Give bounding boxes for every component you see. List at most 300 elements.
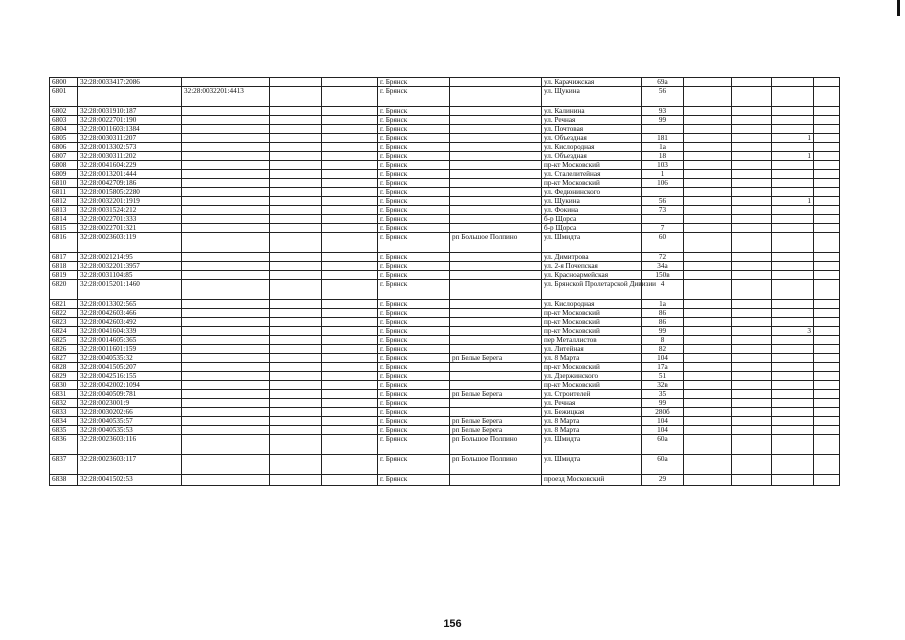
house-cell: 1а <box>642 300 684 309</box>
extra-cell <box>772 224 814 233</box>
extra-cell <box>772 161 814 170</box>
city-cell: г. Брянск <box>378 107 450 116</box>
empty-cell <box>684 300 732 309</box>
street-cell: ул. Красноармейская <box>542 271 642 280</box>
empty-cell <box>684 390 732 399</box>
city-cell: г. Брянск <box>378 300 450 309</box>
cadastral-number: 32:28:0040535:57 <box>78 417 182 426</box>
empty-cell <box>684 354 732 363</box>
locality-cell <box>450 336 542 345</box>
locality-cell <box>450 116 542 125</box>
extra-cell: 1 <box>772 152 814 161</box>
cadastral-number-alt <box>182 455 270 475</box>
empty-cell <box>684 345 732 354</box>
street-cell: ул. Литейная <box>542 345 642 354</box>
house-cell: 51 <box>642 372 684 381</box>
locality-cell <box>450 327 542 336</box>
empty-cell <box>270 280 322 300</box>
table-row <box>50 78 840 87</box>
row-number: 6833 <box>50 408 78 417</box>
empty-cell <box>814 336 840 345</box>
empty-cell <box>270 417 322 426</box>
empty-cell <box>270 345 322 354</box>
row-number: 6808 <box>50 161 78 170</box>
empty-cell <box>684 435 732 455</box>
extra-cell <box>772 87 814 107</box>
street-cell: ул. Почтовая <box>542 125 642 134</box>
row-number: 6823 <box>50 318 78 327</box>
empty-cell <box>270 354 322 363</box>
empty-cell <box>814 318 840 327</box>
empty-cell <box>732 399 772 408</box>
empty-cell <box>814 399 840 408</box>
extra-cell <box>772 336 814 345</box>
empty-cell <box>270 408 322 417</box>
city-cell: г. Брянск <box>378 143 450 152</box>
house-cell: 86 <box>642 318 684 327</box>
empty-cell <box>684 271 732 280</box>
empty-cell <box>270 161 322 170</box>
street-cell: ул. Брянской Пролетарской Дивизии <box>542 280 642 300</box>
cadastral-number: 32:28:0042516:155 <box>78 372 182 381</box>
house-cell: 1 <box>642 170 684 179</box>
row-number: 6825 <box>50 336 78 345</box>
city-cell: г. Брянск <box>378 87 450 107</box>
table-row <box>50 206 840 215</box>
extra-cell <box>772 363 814 372</box>
table-row <box>50 224 840 233</box>
empty-cell <box>814 435 840 455</box>
empty-cell <box>814 161 840 170</box>
city-cell: г. Брянск <box>378 408 450 417</box>
city-cell: г. Брянск <box>378 271 450 280</box>
locality-cell <box>450 188 542 197</box>
empty-cell <box>270 399 322 408</box>
row-number: 6816 <box>50 233 78 253</box>
cadastral-number: 32:28:0042603:492 <box>78 318 182 327</box>
empty-cell <box>814 170 840 179</box>
table-body <box>50 78 840 486</box>
empty-cell <box>322 215 378 224</box>
locality-cell: рп Большое Полпино <box>450 435 542 455</box>
empty-cell <box>322 152 378 161</box>
table-row <box>50 143 840 152</box>
house-cell: 106 <box>642 179 684 188</box>
cadastral-number: 32:28:0042709:186 <box>78 179 182 188</box>
extra-cell <box>772 125 814 134</box>
empty-cell <box>270 455 322 475</box>
empty-cell <box>322 116 378 125</box>
empty-cell <box>732 280 772 300</box>
empty-cell <box>732 161 772 170</box>
empty-cell <box>684 455 732 475</box>
empty-cell <box>732 318 772 327</box>
extra-cell <box>772 345 814 354</box>
locality-cell <box>450 300 542 309</box>
locality-cell <box>450 408 542 417</box>
empty-cell <box>814 475 840 486</box>
cadastral-number: 32:28:0022701:190 <box>78 116 182 125</box>
empty-cell <box>684 170 732 179</box>
street-cell: ул. Шмидта <box>542 435 642 455</box>
empty-cell <box>732 455 772 475</box>
empty-cell <box>322 206 378 215</box>
empty-cell <box>732 417 772 426</box>
street-cell: пер Металлистов <box>542 336 642 345</box>
city-cell: г. Брянск <box>378 224 450 233</box>
table-row <box>50 280 840 300</box>
empty-cell <box>814 309 840 318</box>
cadastral-number: 32:28:0041604:339 <box>78 327 182 336</box>
empty-cell <box>732 224 772 233</box>
empty-cell <box>814 253 840 262</box>
empty-cell <box>684 134 732 143</box>
city-cell: г. Брянск <box>378 381 450 390</box>
extra-cell <box>772 233 814 253</box>
extra-cell: 1 <box>772 197 814 206</box>
empty-cell <box>814 381 840 390</box>
extra-cell <box>772 215 814 224</box>
street-cell: ул. Димитрова <box>542 253 642 262</box>
empty-cell <box>270 381 322 390</box>
row-number: 6818 <box>50 262 78 271</box>
cadastral-number-alt <box>182 426 270 435</box>
city-cell: г. Брянск <box>378 161 450 170</box>
extra-cell <box>772 381 814 390</box>
empty-cell <box>270 426 322 435</box>
cadastral-number: 32:28:0011603:1384 <box>78 125 182 134</box>
cadastral-number: 32:28:0033417:2086 <box>78 78 182 87</box>
street-cell: ул. Речная <box>542 116 642 125</box>
house-cell: 35 <box>642 390 684 399</box>
city-cell: г. Брянск <box>378 309 450 318</box>
cadastral-number: 32:28:0015805:2280 <box>78 188 182 197</box>
street-cell: ул. Речная <box>542 399 642 408</box>
street-cell: пр-кт Московский <box>542 179 642 188</box>
street-cell: ул. Дзержинского <box>542 372 642 381</box>
extra-cell <box>772 372 814 381</box>
empty-cell <box>322 134 378 143</box>
empty-cell <box>684 116 732 125</box>
empty-cell <box>814 107 840 116</box>
city-cell: г. Брянск <box>378 262 450 271</box>
empty-cell <box>814 116 840 125</box>
table-row <box>50 262 840 271</box>
empty-cell <box>270 435 322 455</box>
empty-cell <box>322 271 378 280</box>
empty-cell <box>684 161 732 170</box>
street-cell: ул. Шмидта <box>542 455 642 475</box>
empty-cell <box>814 327 840 336</box>
table-row <box>50 300 840 309</box>
house-cell <box>642 188 684 197</box>
row-number: 6821 <box>50 300 78 309</box>
locality-cell <box>450 475 542 486</box>
cadastral-number-alt <box>182 318 270 327</box>
locality-cell <box>450 280 542 300</box>
empty-cell <box>732 426 772 435</box>
street-cell: ул. Сталелитейная <box>542 170 642 179</box>
cadastral-number-alt <box>182 336 270 345</box>
house-cell <box>642 215 684 224</box>
street-cell: ул. 8 Марта <box>542 426 642 435</box>
empty-cell <box>322 336 378 345</box>
row-number: 6837 <box>50 455 78 475</box>
cadastral-number: 32:28:0032201:3957 <box>78 262 182 271</box>
house-cell: 82 <box>642 345 684 354</box>
extra-cell <box>772 300 814 309</box>
cadastral-number-alt <box>182 233 270 253</box>
cadastral-number: 32:28:0015201:1460 <box>78 280 182 300</box>
table-row <box>50 372 840 381</box>
extra-cell <box>772 309 814 318</box>
table-row <box>50 152 840 161</box>
street-cell: пр-кт Московский <box>542 161 642 170</box>
cadastral-number-alt <box>182 372 270 381</box>
empty-cell <box>732 363 772 372</box>
city-cell: г. Брянск <box>378 152 450 161</box>
locality-cell <box>450 215 542 224</box>
row-number: 6819 <box>50 271 78 280</box>
row-number: 6807 <box>50 152 78 161</box>
empty-cell <box>270 116 322 125</box>
empty-cell <box>684 206 732 215</box>
cadastral-number: 32:28:0031910:187 <box>78 107 182 116</box>
house-cell: 104 <box>642 354 684 363</box>
locality-cell <box>450 318 542 327</box>
street-cell: ул. Федюнинского <box>542 188 642 197</box>
extra-cell <box>772 426 814 435</box>
house-cell: 60а <box>642 455 684 475</box>
table-row <box>50 336 840 345</box>
empty-cell <box>814 417 840 426</box>
cadastral-number-alt <box>182 134 270 143</box>
row-number: 6817 <box>50 253 78 262</box>
cadastral-number-alt <box>182 125 270 134</box>
city-cell: г. Брянск <box>378 215 450 224</box>
empty-cell <box>814 134 840 143</box>
empty-cell <box>732 372 772 381</box>
house-cell: 150в <box>642 271 684 280</box>
empty-cell <box>814 390 840 399</box>
table-row <box>50 399 840 408</box>
empty-cell <box>732 179 772 188</box>
street-cell: ул. Кислородная <box>542 143 642 152</box>
street-cell: проезд Московский <box>542 475 642 486</box>
empty-cell <box>684 426 732 435</box>
row-number: 6826 <box>50 345 78 354</box>
empty-cell <box>684 125 732 134</box>
house-cell: 60 <box>642 233 684 253</box>
empty-cell <box>270 233 322 253</box>
empty-cell <box>732 271 772 280</box>
empty-cell <box>732 336 772 345</box>
empty-cell <box>732 107 772 116</box>
extra-cell <box>772 170 814 179</box>
street-cell: ул. Шмидта <box>542 233 642 253</box>
city-cell: г. Брянск <box>378 363 450 372</box>
empty-cell <box>322 107 378 116</box>
table-row <box>50 426 840 435</box>
table-row <box>50 161 840 170</box>
empty-cell <box>814 215 840 224</box>
cadastral-number-alt <box>182 170 270 179</box>
empty-cell <box>814 408 840 417</box>
empty-cell <box>732 78 772 87</box>
empty-cell <box>270 300 322 309</box>
street-cell: пр-кт Московский <box>542 309 642 318</box>
empty-cell <box>732 354 772 363</box>
row-number: 6800 <box>50 78 78 87</box>
cadastral-number: 32:28:0042002:1094 <box>78 381 182 390</box>
table-row <box>50 215 840 224</box>
table-row <box>50 435 840 455</box>
cadastral-number: 32:28:0040535:32 <box>78 354 182 363</box>
locality-cell <box>450 399 542 408</box>
locality-cell <box>450 134 542 143</box>
empty-cell <box>322 87 378 107</box>
extra-cell <box>772 253 814 262</box>
table-row <box>50 354 840 363</box>
empty-cell <box>684 475 732 486</box>
table-row <box>50 381 840 390</box>
empty-cell <box>322 327 378 336</box>
empty-cell <box>684 143 732 152</box>
extra-cell: 1 <box>772 134 814 143</box>
city-cell: г. Брянск <box>378 390 450 399</box>
empty-cell <box>322 345 378 354</box>
cadastral-number: 32:28:0042603:466 <box>78 309 182 318</box>
city-cell: г. Брянск <box>378 435 450 455</box>
empty-cell <box>814 262 840 271</box>
extra-cell <box>772 271 814 280</box>
table-row <box>50 475 840 486</box>
city-cell: г. Брянск <box>378 372 450 381</box>
cadastral-number <box>78 87 182 107</box>
row-number: 6815 <box>50 224 78 233</box>
empty-cell <box>814 271 840 280</box>
row-number: 6813 <box>50 206 78 215</box>
empty-cell <box>814 233 840 253</box>
locality-cell: рп Белые Берега <box>450 390 542 399</box>
cadastral-number-alt <box>182 78 270 87</box>
empty-cell <box>814 363 840 372</box>
table-row <box>50 455 840 475</box>
city-cell: г. Брянск <box>378 233 450 253</box>
cadastral-number-alt <box>182 381 270 390</box>
cadastral-number-alt <box>182 354 270 363</box>
extra-cell <box>772 280 814 300</box>
empty-cell <box>270 78 322 87</box>
empty-cell <box>322 435 378 455</box>
cadastral-number-alt <box>182 399 270 408</box>
empty-cell <box>732 327 772 336</box>
empty-cell <box>270 170 322 179</box>
cadastral-number-alt <box>182 206 270 215</box>
table-row <box>50 233 840 253</box>
house-cell: 4 <box>642 280 684 300</box>
city-cell: г. Брянск <box>378 78 450 87</box>
empty-cell <box>684 224 732 233</box>
empty-cell <box>814 345 840 354</box>
empty-cell <box>814 78 840 87</box>
street-cell: пр-кт Московский <box>542 318 642 327</box>
empty-cell <box>322 143 378 152</box>
city-cell: г. Брянск <box>378 116 450 125</box>
empty-cell <box>732 116 772 125</box>
row-number: 6824 <box>50 327 78 336</box>
street-cell: пр-кт Московский <box>542 363 642 372</box>
empty-cell <box>732 87 772 107</box>
row-number: 6835 <box>50 426 78 435</box>
street-cell: пр-кт Московский <box>542 327 642 336</box>
cadastral-number: 32:28:0032201:1919 <box>78 197 182 206</box>
locality-cell <box>450 224 542 233</box>
empty-cell <box>684 336 732 345</box>
city-cell: г. Брянск <box>378 399 450 408</box>
empty-cell <box>322 224 378 233</box>
table-row <box>50 345 840 354</box>
cadastral-number-alt <box>182 161 270 170</box>
empty-cell <box>270 143 322 152</box>
empty-cell <box>684 381 732 390</box>
extra-cell <box>772 179 814 188</box>
empty-cell <box>732 408 772 417</box>
empty-cell <box>732 253 772 262</box>
extra-cell <box>772 408 814 417</box>
house-cell: 280б <box>642 408 684 417</box>
empty-cell <box>732 475 772 486</box>
cadastral-number: 32:28:0023001:9 <box>78 399 182 408</box>
cadastral-number-alt <box>182 253 270 262</box>
empty-cell <box>814 224 840 233</box>
empty-cell <box>322 188 378 197</box>
street-cell: ул. Бежицкая <box>542 408 642 417</box>
empty-cell <box>814 125 840 134</box>
cadastral-number: 32:28:0022701:333 <box>78 215 182 224</box>
empty-cell <box>322 300 378 309</box>
cadastral-number: 32:28:0023603:119 <box>78 233 182 253</box>
house-cell: 1а <box>642 143 684 152</box>
city-cell: г. Брянск <box>378 170 450 179</box>
locality-cell <box>450 271 542 280</box>
cadastral-number: 32:28:0030311:202 <box>78 152 182 161</box>
empty-cell <box>814 300 840 309</box>
extra-cell <box>772 354 814 363</box>
empty-cell <box>322 426 378 435</box>
house-cell: 103 <box>642 161 684 170</box>
city-cell: г. Брянск <box>378 327 450 336</box>
empty-cell <box>322 309 378 318</box>
street-cell: ул. Кислородная <box>542 300 642 309</box>
house-cell: 99 <box>642 399 684 408</box>
empty-cell <box>270 309 322 318</box>
empty-cell <box>732 206 772 215</box>
cadastral-number: 32:28:0023603:117 <box>78 455 182 475</box>
empty-cell <box>322 125 378 134</box>
locality-cell <box>450 197 542 206</box>
empty-cell <box>270 363 322 372</box>
row-number: 6829 <box>50 372 78 381</box>
house-cell: 18 <box>642 152 684 161</box>
page-number: 156 <box>443 618 462 630</box>
row-number: 6809 <box>50 170 78 179</box>
cadastral-number: 32:28:0030202:66 <box>78 408 182 417</box>
row-number: 6820 <box>50 280 78 300</box>
cadastral-number-alt <box>182 309 270 318</box>
table-row <box>50 327 840 336</box>
street-cell: ул. 8 Марта <box>542 417 642 426</box>
